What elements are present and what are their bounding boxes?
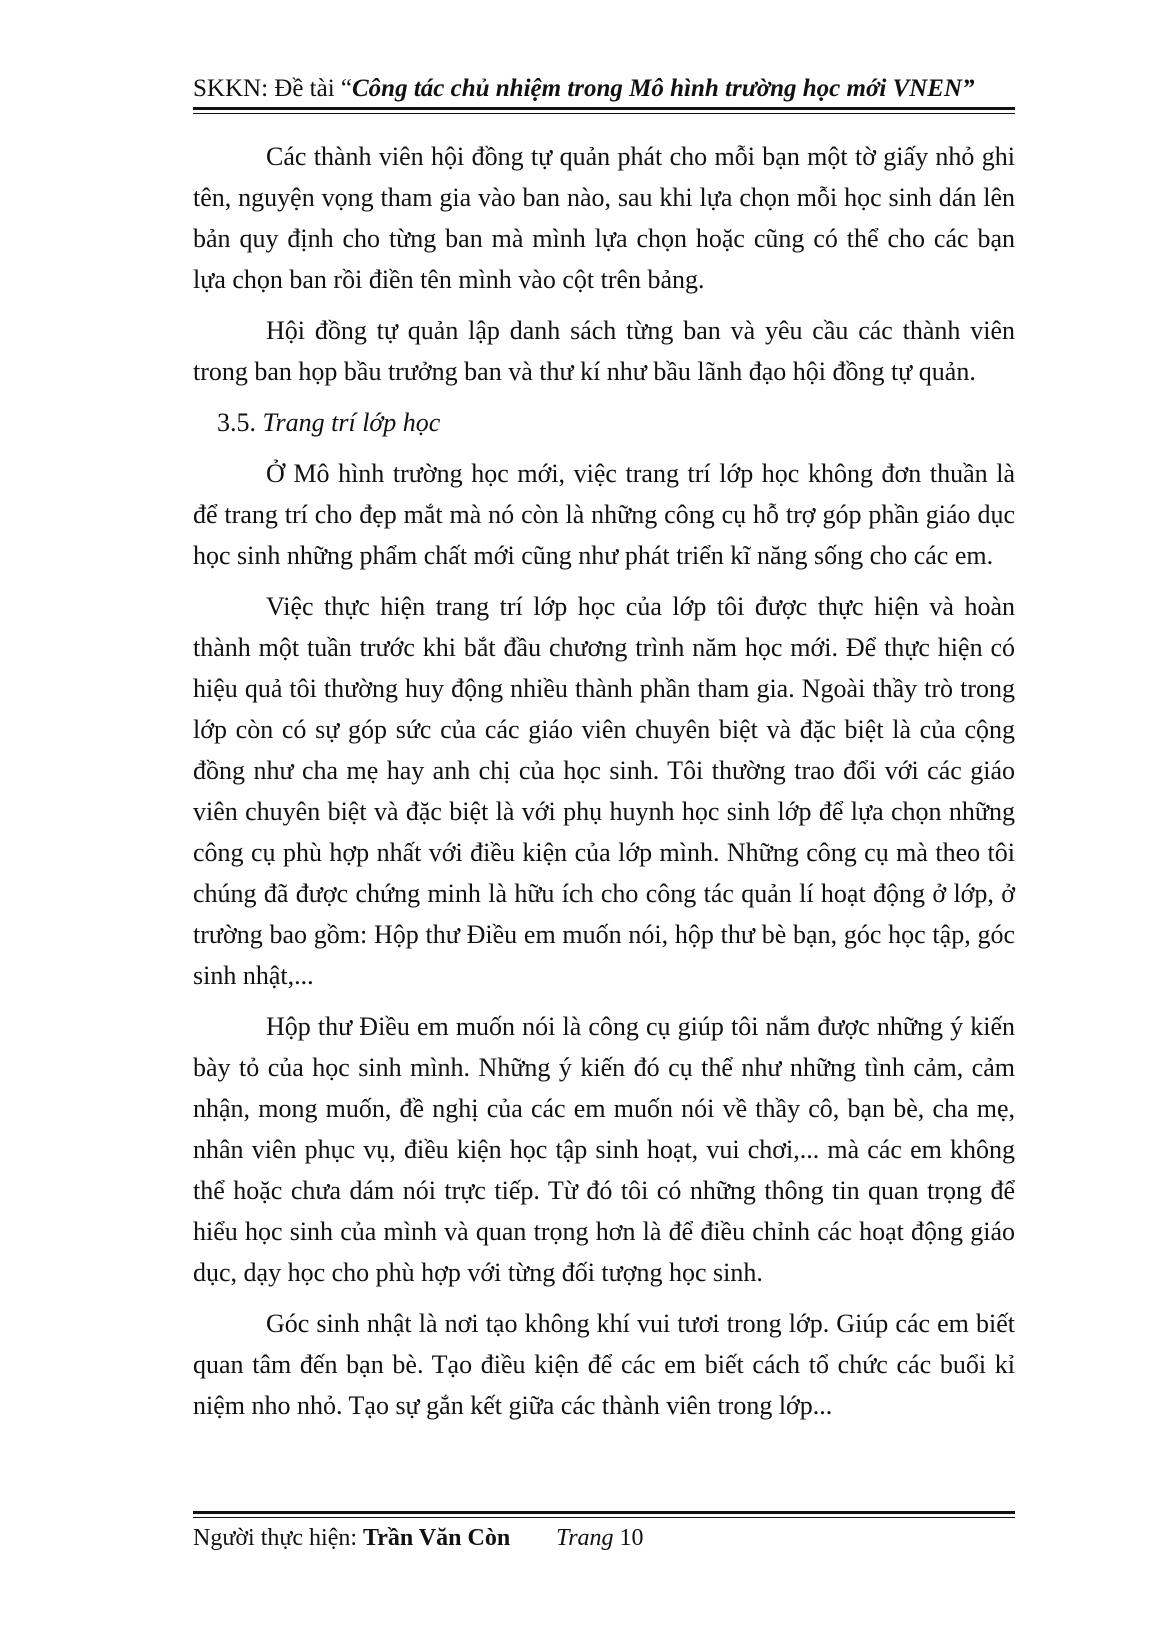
header-rule-thick <box>193 107 1015 110</box>
section-heading <box>193 402 1015 443</box>
paragraph-1: Các thành viên hội đồng tự quản phát cho mỗi bạn một tờ giấy nhỏ ghi tên, nguyện vọng tham gia vào ban nào, sau khi lựa chọn mỗi học sinh dán lên bản quy định cho từng ban mà mình lựa chọn hoặc cũng có thể cho các bạn lựa chọn ban rồi điền tên mình vào cột trên bảng. <box>193 142 1015 294</box>
footer-author-name: Trần Văn Còn <box>363 1525 511 1551</box>
page-footer <box>193 1522 1015 1554</box>
footer-page-number: 10 <box>619 1525 644 1551</box>
header-rule-thin <box>193 113 1015 114</box>
section-number: 3.5. <box>217 408 256 437</box>
section-title: Trang trí lớp học <box>262 408 441 437</box>
footer-author-label: Người thực hiện: <box>193 1525 364 1551</box>
header-title: Công tác chủ nhiệm trong Mô hình trường học mới VNEN <box>352 75 963 102</box>
header-suffix: ” <box>962 75 975 102</box>
footer-page-label: Trang <box>556 1525 614 1551</box>
paragraph-6: Góc sinh nhật là nơi tạo không khí vui tươi trong lớp. Giúp các em biết quan tâm đến bạn bè. Tạo điều kiện để các em biết cách tổ chức các buổi kỉ niệm nho nhỏ. Tạo sự gắn kết giữa các thành viên trong lớp... <box>193 1309 1015 1420</box>
paragraph-4: Việc thực hiện trang trí lớp học của lớp tôi được thực hiện và hoàn thành một tuần trước khi bắt đầu chương trình năm học mới. Để thực hiện có hiệu quả tôi thường huy động nhiều thành phần tham gia. Ngoài thầy trò trong lớp còn có sự góp sức của các giáo viên chuyên biệt và đặc biệt là của cộng đồng như cha mẹ hay anh chị của học sinh. Tôi thường trao đổi với các giáo viên chuyên biệt và đặc biệt là với phụ huynh học sinh lớp để lựa chọn những công cụ phù hợp nhất với điều kiện của lớp mình. Những công cụ mà theo tôi chúng đã được chứng minh là hữu ích cho công tác quản lí hoạt động ở lớp, ở trường bao gồm: Hộp thư Điều em muốn nói, hộp thư bè bạn, góc học tập, góc sinh nhật,... <box>193 592 1015 990</box>
document-body <box>193 136 1015 1426</box>
header-prefix: SKKN: Đề tài “ <box>193 75 352 102</box>
paragraph-3: Ở Mô hình trường học mới, việc trang trí lớp học không đơn thuần là để trang trí cho đẹp mắt mà nó còn là những công cụ hỗ trợ góp phần giáo dục học sinh những phẩm chất mới cũng như phát triển kĩ năng sống cho các em. <box>193 459 1015 570</box>
footer-rule-thick <box>193 1511 1015 1514</box>
page-header <box>193 74 1013 104</box>
paragraph-5: Hộp thư Điều em muốn nói là công cụ giúp tôi nắm được những ý kiến bày tỏ của học sinh mình. Những ý kiến đó cụ thể như những tình cảm, cảm nhận, mong muốn, đề nghị của các em muốn nói về thầy cô, bạn bè, cha mẹ, nhân viên phục vụ, điều kiện học tập sinh hoạt, vui chơi,... mà các em không thể hoặc chưa dám nói trực tiếp. Từ đó tôi có những thông tin quan trọng để hiểu học sinh của mình và quan trọng hơn là để điều chỉnh các hoạt động giáo dục, dạy học cho phù hợp với từng đối tượng học sinh. <box>193 1012 1015 1287</box>
footer-rule-thin <box>193 1517 1015 1518</box>
paragraph-2: Hội đồng tự quản lập danh sách từng ban và yêu cầu các thành viên trong ban họp bầu trưởng ban và thư kí như bầu lãnh đạo hội đồng tự quản. <box>193 316 1015 386</box>
